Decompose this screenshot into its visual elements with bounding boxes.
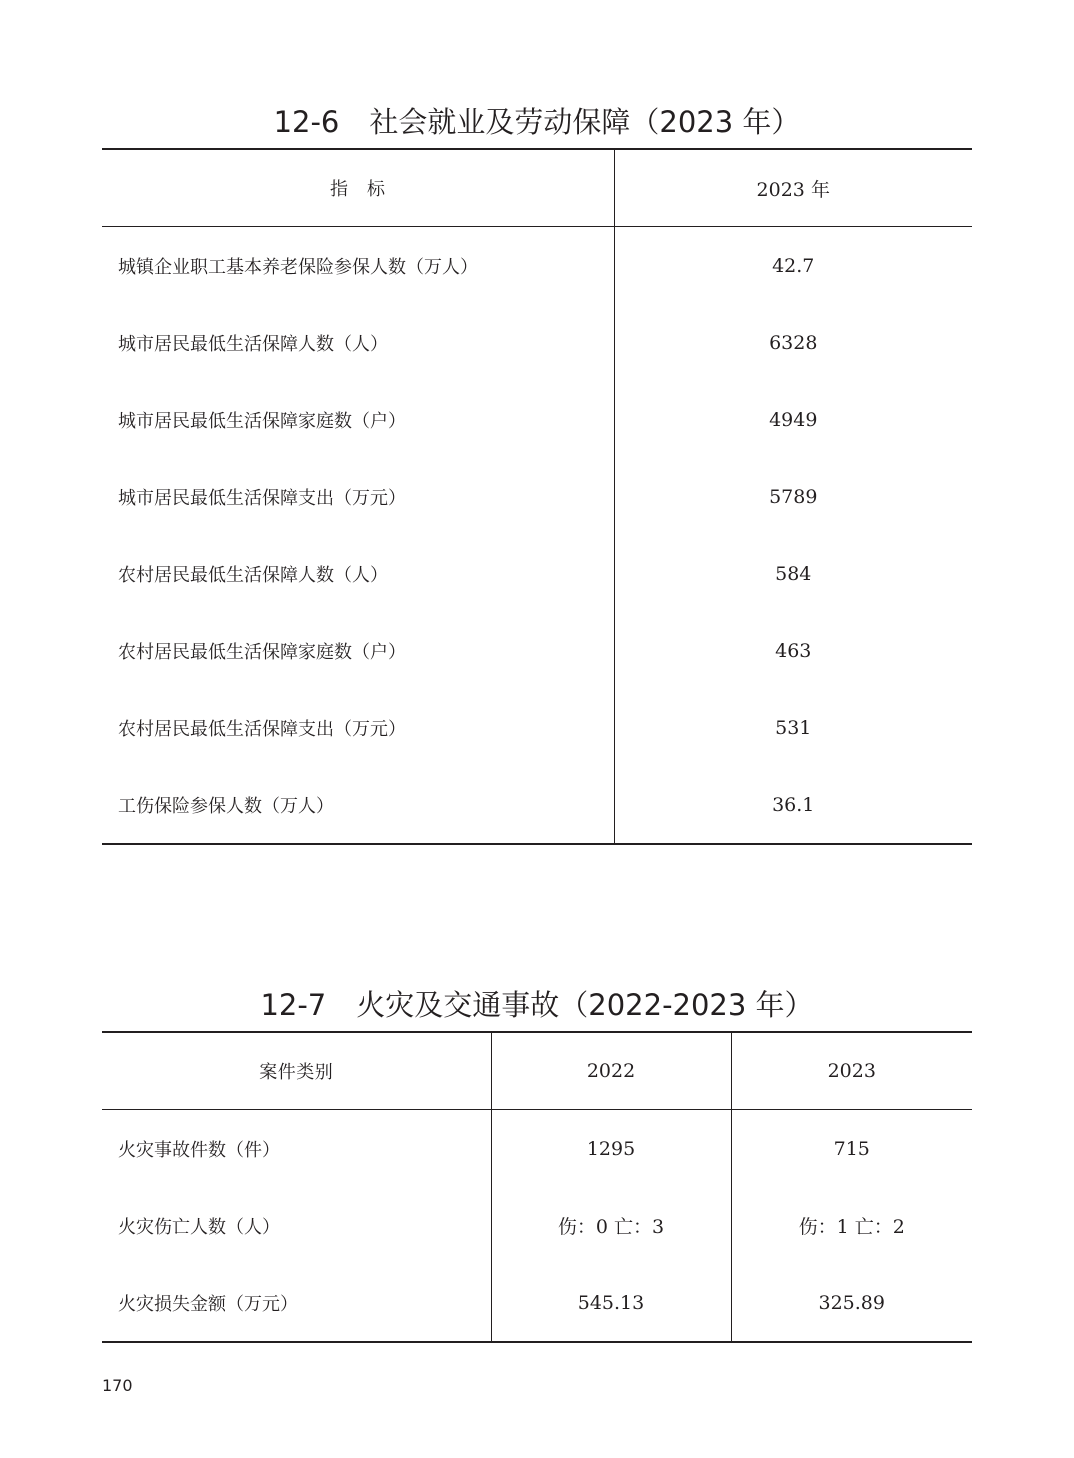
row-value: 531: [614, 689, 972, 766]
row-value-2022: 伤：0 亡：3: [491, 1187, 731, 1264]
table1-number: 12-6: [273, 105, 340, 139]
row-label: 农村居民最低生活保障支出（万元）: [118, 718, 406, 740]
row-label: 工伤保险参保人数（万人）: [118, 795, 334, 817]
table1-title: [0, 100, 1074, 141]
row-value-2023: 715: [731, 1110, 972, 1188]
table-row: [102, 612, 972, 689]
row-label: 城镇企业职工基本养老保险参保人数（万人）: [118, 256, 478, 278]
row-value-2022: 545.13: [491, 1264, 731, 1342]
row-value: 4949: [614, 381, 972, 458]
table2-header-2022: 2022: [491, 1032, 731, 1110]
table1-header-year: 2023 年: [614, 149, 972, 227]
row-value: 584: [614, 535, 972, 612]
table2: [102, 1031, 972, 1343]
table-row: [102, 766, 972, 844]
table2-header-2023: 2023: [731, 1032, 972, 1110]
table2-header-category: 案件类别: [102, 1032, 491, 1110]
row-label: 火灾伤亡人数（人）: [118, 1216, 280, 1238]
row-value: 463: [614, 612, 972, 689]
row-label: 农村居民最低生活保障人数（人）: [118, 564, 388, 586]
table2-title-text: 火灾及交通事故（2022-2023 年）: [356, 988, 814, 1022]
table1-header-row: [102, 149, 972, 227]
table2-title: [0, 983, 1074, 1024]
row-value: 42.7: [614, 227, 972, 305]
table-row: [102, 1264, 972, 1342]
row-label: 农村居民最低生活保障家庭数（户）: [118, 641, 406, 663]
table1-header-indicator: 指 标: [102, 149, 614, 227]
table1-title-text: 社会就业及劳动保障（2023 年）: [369, 105, 801, 139]
page-number: 170: [102, 1376, 133, 1395]
table-row: [102, 458, 972, 535]
table-row: [102, 1187, 972, 1264]
row-label: 火灾事故件数（件）: [118, 1139, 280, 1161]
row-value-2023: 325.89: [731, 1264, 972, 1342]
row-label: 城市居民最低生活保障支出（万元）: [118, 487, 406, 509]
row-value-2022: 1295: [491, 1110, 731, 1188]
table-row: [102, 1110, 972, 1188]
table2-header-row: [102, 1032, 972, 1110]
table1: [102, 148, 972, 845]
table-row: [102, 227, 972, 305]
row-label: 火灾损失金额（万元）: [118, 1293, 298, 1315]
row-value: 5789: [614, 458, 972, 535]
row-value-2023: 伤：1 亡：2: [731, 1187, 972, 1264]
table-row: [102, 381, 972, 458]
row-value: 6328: [614, 304, 972, 381]
table-row: [102, 304, 972, 381]
table-row: [102, 535, 972, 612]
table2-number: 12-7: [260, 988, 327, 1022]
table-row: [102, 689, 972, 766]
row-label: 城市居民最低生活保障人数（人）: [118, 333, 388, 355]
row-label: 城市居民最低生活保障家庭数（户）: [118, 410, 406, 432]
row-value: 36.1: [614, 766, 972, 844]
